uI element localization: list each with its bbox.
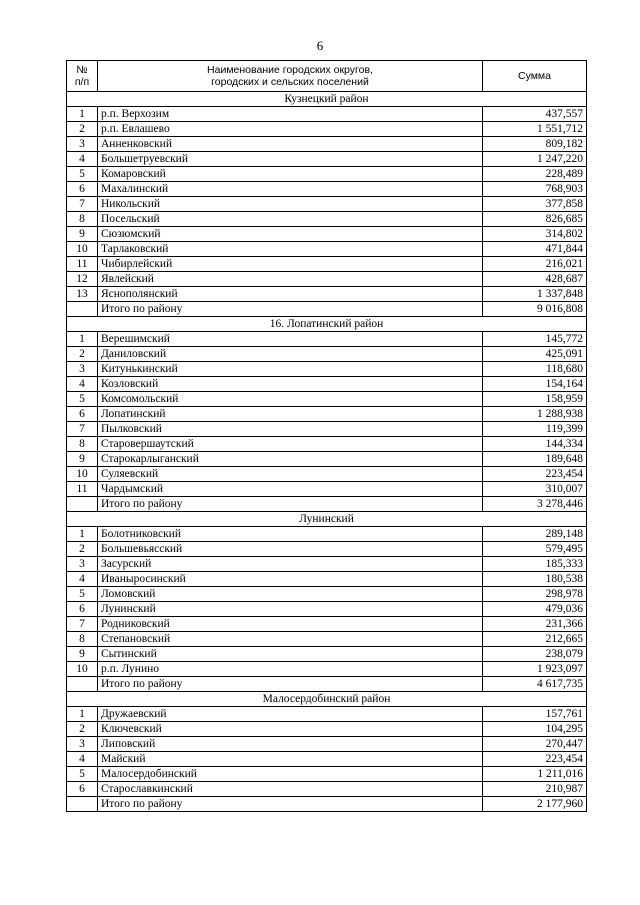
header-name: Наименование городских округов, городских и сельских поселений xyxy=(98,61,483,92)
section-title: Лунинский xyxy=(67,512,587,527)
settlement-name: Яснополянский xyxy=(98,287,483,302)
settlement-name: Махалинский xyxy=(98,182,483,197)
settlement-name: Анненковский xyxy=(98,137,483,152)
settlement-name: Малосердобинский xyxy=(98,767,483,782)
settlement-sum: 826,685 xyxy=(483,212,587,227)
settlement-sum: 579,495 xyxy=(483,542,587,557)
row-number: 11 xyxy=(67,257,98,272)
settlement-name: Старославкинский xyxy=(98,782,483,797)
settlement-sum: 298,978 xyxy=(483,587,587,602)
table-row xyxy=(67,527,587,542)
settlement-sum: 154,164 xyxy=(483,377,587,392)
settlement-name: Даниловский xyxy=(98,347,483,362)
table-row xyxy=(67,437,587,452)
settlement-name: Никольский xyxy=(98,197,483,212)
table-row xyxy=(67,557,587,572)
settlement-name: Иваныросинский xyxy=(98,572,483,587)
table-row xyxy=(67,632,587,647)
settlement-name: Посельский xyxy=(98,212,483,227)
row-number: 5 xyxy=(67,767,98,782)
settlement-name: Болотниковский xyxy=(98,527,483,542)
settlement-name: Сюзюмский xyxy=(98,227,483,242)
table-row xyxy=(67,542,587,557)
table-body xyxy=(67,92,587,812)
settlement-name: Большетруевский xyxy=(98,152,483,167)
settlement-name: Майский xyxy=(98,752,483,767)
row-number: 3 xyxy=(67,737,98,752)
table-row xyxy=(67,722,587,737)
settlement-name: Суляевский xyxy=(98,467,483,482)
total-number-cell xyxy=(67,497,98,512)
settlement-name: Верешимский xyxy=(98,332,483,347)
total-label: Итого по району xyxy=(98,497,483,512)
settlement-sum: 104,295 xyxy=(483,722,587,737)
settlement-sum: 479,036 xyxy=(483,602,587,617)
table-row xyxy=(67,482,587,497)
table-row xyxy=(67,377,587,392)
table-row xyxy=(67,602,587,617)
total-label: Итого по району xyxy=(98,302,483,317)
settlement-sum: 289,148 xyxy=(483,527,587,542)
table-row xyxy=(67,137,587,152)
settlement-sum: 314,802 xyxy=(483,227,587,242)
settlement-sum: 1 247,220 xyxy=(483,152,587,167)
table-row xyxy=(67,647,587,662)
row-number: 3 xyxy=(67,557,98,572)
settlement-name: Явлейский xyxy=(98,272,483,287)
total-row xyxy=(67,797,587,812)
settlement-sum: 157,761 xyxy=(483,707,587,722)
settlement-sum: 216,021 xyxy=(483,257,587,272)
table-header-row xyxy=(67,61,587,92)
settlement-name: Комсомольский xyxy=(98,392,483,407)
row-number: 5 xyxy=(67,167,98,182)
total-number-cell xyxy=(67,677,98,692)
settlement-name: Козловский xyxy=(98,377,483,392)
settlement-sum: 809,182 xyxy=(483,137,587,152)
settlement-name: Засурский xyxy=(98,557,483,572)
settlement-name: р.п. Евлашево xyxy=(98,122,483,137)
total-sum: 2 177,960 xyxy=(483,797,587,812)
settlement-sum: 210,987 xyxy=(483,782,587,797)
table-row xyxy=(67,392,587,407)
table-row xyxy=(67,227,587,242)
section-title: Кузнецкий район xyxy=(67,92,587,107)
table-row xyxy=(67,587,587,602)
total-row xyxy=(67,497,587,512)
row-number: 6 xyxy=(67,407,98,422)
settlement-sum: 189,648 xyxy=(483,452,587,467)
settlement-name: Старовершаутский xyxy=(98,437,483,452)
row-number: 1 xyxy=(67,332,98,347)
settlement-name: Тарлаковский xyxy=(98,242,483,257)
settlement-sum: 238,079 xyxy=(483,647,587,662)
settlement-sum: 1 551,712 xyxy=(483,122,587,137)
section-title: 16. Лопатинский район xyxy=(67,317,587,332)
settlement-sum: 1 211,016 xyxy=(483,767,587,782)
settlement-name: Ключевский xyxy=(98,722,483,737)
settlement-sum: 377,858 xyxy=(483,197,587,212)
settlement-name: Степановский xyxy=(98,632,483,647)
table-row xyxy=(67,707,587,722)
settlement-name: Лопатинский xyxy=(98,407,483,422)
row-number: 9 xyxy=(67,647,98,662)
table-row xyxy=(67,362,587,377)
settlement-name: р.п. Верхозим xyxy=(98,107,483,122)
settlement-name: Комаровский xyxy=(98,167,483,182)
row-number: 5 xyxy=(67,587,98,602)
section-header-row xyxy=(67,317,587,332)
row-number: 13 xyxy=(67,287,98,302)
table-row xyxy=(67,182,587,197)
table-row xyxy=(67,737,587,752)
settlement-sum: 437,557 xyxy=(483,107,587,122)
settlement-sum: 428,687 xyxy=(483,272,587,287)
total-label: Итого по району xyxy=(98,677,483,692)
table-row xyxy=(67,287,587,302)
settlement-sum: 231,366 xyxy=(483,617,587,632)
total-sum: 4 617,735 xyxy=(483,677,587,692)
total-sum: 9 016,808 xyxy=(483,302,587,317)
settlement-sum: 270,447 xyxy=(483,737,587,752)
table-row xyxy=(67,767,587,782)
row-number: 6 xyxy=(67,182,98,197)
table-row xyxy=(67,347,587,362)
row-number: 3 xyxy=(67,362,98,377)
row-number: 7 xyxy=(67,617,98,632)
header-sum: Сумма xyxy=(483,61,587,92)
table-row xyxy=(67,107,587,122)
row-number: 2 xyxy=(67,347,98,362)
settlement-sum: 185,333 xyxy=(483,557,587,572)
row-number: 12 xyxy=(67,272,98,287)
settlement-sum: 180,538 xyxy=(483,572,587,587)
settlement-name: Большевьясский xyxy=(98,542,483,557)
row-number: 4 xyxy=(67,152,98,167)
row-number: 2 xyxy=(67,722,98,737)
page-number: 6 xyxy=(316,38,324,53)
row-number: 4 xyxy=(67,572,98,587)
table-row xyxy=(67,152,587,167)
row-number: 7 xyxy=(67,422,98,437)
row-number: 6 xyxy=(67,782,98,797)
settlement-sum: 145,772 xyxy=(483,332,587,347)
row-number: 5 xyxy=(67,392,98,407)
row-number: 9 xyxy=(67,227,98,242)
table-row xyxy=(67,242,587,257)
row-number: 1 xyxy=(67,707,98,722)
settlement-sum: 158,959 xyxy=(483,392,587,407)
row-number: 10 xyxy=(67,242,98,257)
table-row xyxy=(67,197,587,212)
settlement-sum: 223,454 xyxy=(483,752,587,767)
table-row xyxy=(67,572,587,587)
settlement-name: р.п. Лунино xyxy=(98,662,483,677)
settlement-sum: 212,665 xyxy=(483,632,587,647)
settlement-name: Ломовский xyxy=(98,587,483,602)
table-row xyxy=(67,422,587,437)
row-number: 6 xyxy=(67,602,98,617)
settlement-name: Чибирлейский xyxy=(98,257,483,272)
header-number: № п/п xyxy=(67,61,98,92)
settlement-name: Липовский xyxy=(98,737,483,752)
row-number: 2 xyxy=(67,542,98,557)
table-row xyxy=(67,452,587,467)
total-number-cell xyxy=(67,302,98,317)
section-header-row xyxy=(67,512,587,527)
table-row xyxy=(67,662,587,677)
table-row xyxy=(67,752,587,767)
settlement-sum: 144,334 xyxy=(483,437,587,452)
table-row xyxy=(67,467,587,482)
settlement-name: Лунинский xyxy=(98,602,483,617)
settlement-sum: 425,091 xyxy=(483,347,587,362)
row-number: 8 xyxy=(67,212,98,227)
settlement-sum: 228,489 xyxy=(483,167,587,182)
row-number: 8 xyxy=(67,437,98,452)
total-sum: 3 278,446 xyxy=(483,497,587,512)
row-number: 4 xyxy=(67,377,98,392)
row-number: 1 xyxy=(67,527,98,542)
total-label: Итого по району xyxy=(98,797,483,812)
row-number: 9 xyxy=(67,452,98,467)
settlement-sum: 768,903 xyxy=(483,182,587,197)
table-row xyxy=(67,407,587,422)
table-row xyxy=(67,122,587,137)
row-number: 3 xyxy=(67,137,98,152)
table-row xyxy=(67,617,587,632)
settlement-name: Китунькинский xyxy=(98,362,483,377)
table-row xyxy=(67,272,587,287)
row-number: 8 xyxy=(67,632,98,647)
settlement-name: Дружаевский xyxy=(98,707,483,722)
total-row xyxy=(67,677,587,692)
table-row xyxy=(67,257,587,272)
settlement-sum: 310,007 xyxy=(483,482,587,497)
total-row xyxy=(67,302,587,317)
table-row xyxy=(67,782,587,797)
row-number: 10 xyxy=(67,662,98,677)
settlement-sum: 118,680 xyxy=(483,362,587,377)
settlement-sum: 223,454 xyxy=(483,467,587,482)
settlement-sum: 471,844 xyxy=(483,242,587,257)
row-number: 10 xyxy=(67,467,98,482)
table-row xyxy=(67,167,587,182)
section-title: Малосердобинский район xyxy=(67,692,587,707)
settlement-sum: 119,399 xyxy=(483,422,587,437)
row-number: 7 xyxy=(67,197,98,212)
section-header-row xyxy=(67,692,587,707)
settlement-sum: 1 923,097 xyxy=(483,662,587,677)
budget-table xyxy=(66,60,587,812)
settlement-sum: 1 337,848 xyxy=(483,287,587,302)
row-number: 4 xyxy=(67,752,98,767)
settlement-name: Старокарлыганский xyxy=(98,452,483,467)
settlement-name: Родниковский xyxy=(98,617,483,632)
settlement-name: Пылковский xyxy=(98,422,483,437)
row-number: 1 xyxy=(67,107,98,122)
total-number-cell xyxy=(67,797,98,812)
row-number: 2 xyxy=(67,122,98,137)
table-row xyxy=(67,212,587,227)
settlement-sum: 1 288,938 xyxy=(483,407,587,422)
row-number: 11 xyxy=(67,482,98,497)
settlement-name: Сытинский xyxy=(98,647,483,662)
section-header-row xyxy=(67,92,587,107)
table-row xyxy=(67,332,587,347)
settlement-name: Чардымский xyxy=(98,482,483,497)
